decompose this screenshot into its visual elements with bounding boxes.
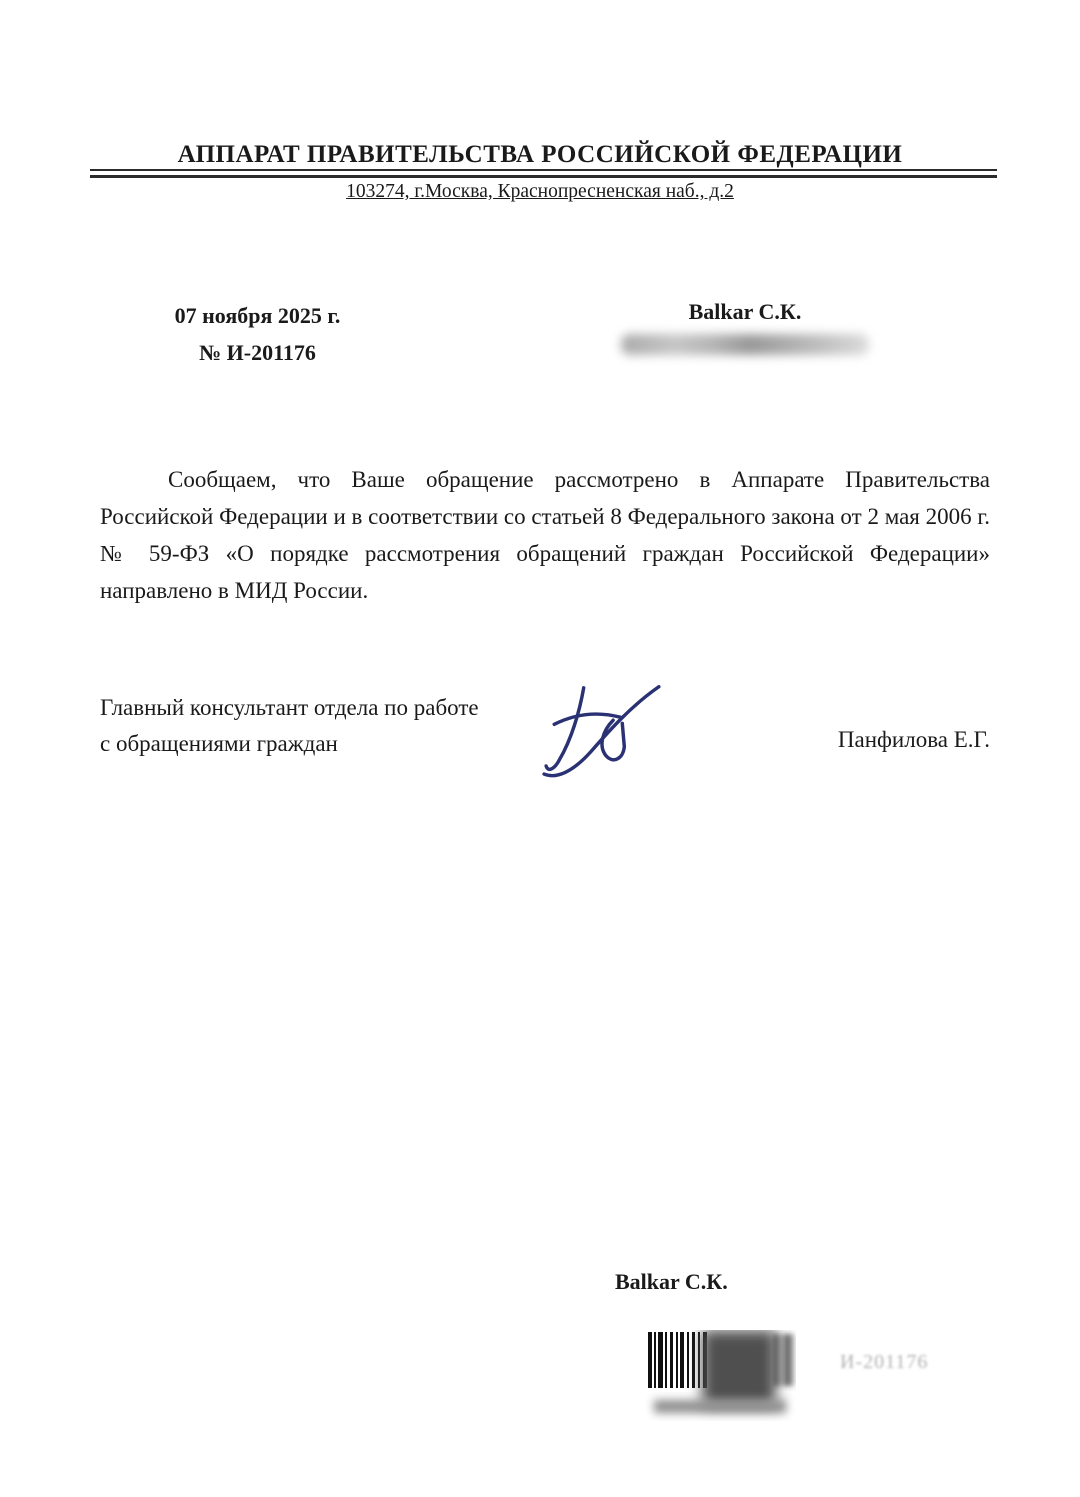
faint-reference-stamp: И-201176 [840, 1351, 929, 1373]
signoff-title-line2: с обращениями граждан [100, 731, 338, 756]
handwritten-signature [538, 682, 670, 790]
redacted-email [621, 334, 869, 355]
signoff-title [100, 690, 520, 762]
organization-name: АППАРАТ ПРАВИТЕЛЬСТВА РОССИЙСКОЙ ФЕДЕРАЦИИ [177, 141, 903, 168]
signer-name: Панфилова Е.Г. [837, 727, 990, 752]
header-divider [90, 169, 997, 178]
footer-recipient-name: Balkar С.К. [615, 1269, 728, 1294]
body-paragraph: Сообщаем, что Ваше обращение рассмотрено в Аппарате Правительства Российской Федерации и в соответствии со статьей 8 Федерального закона от 2 мая 2006 г. № 59-ФЗ «О порядке рассмотрения обращений граждан Российской Федерации» направлено в МИД России. [100, 467, 990, 603]
letter-number: № И-201176 [199, 340, 316, 365]
organization-address: 103274, г.Москва, Краснопресненская наб., д.2 [346, 181, 734, 202]
reference-block [150, 297, 365, 371]
recipient-block [595, 297, 895, 355]
recipient-name: Balkar С.К. [688, 299, 802, 324]
letter-date: 07 ноября 2025 г. [174, 303, 341, 328]
barcode [646, 1330, 796, 1422]
signoff-title-line1: Главный консультант отдела по работе [100, 695, 479, 720]
